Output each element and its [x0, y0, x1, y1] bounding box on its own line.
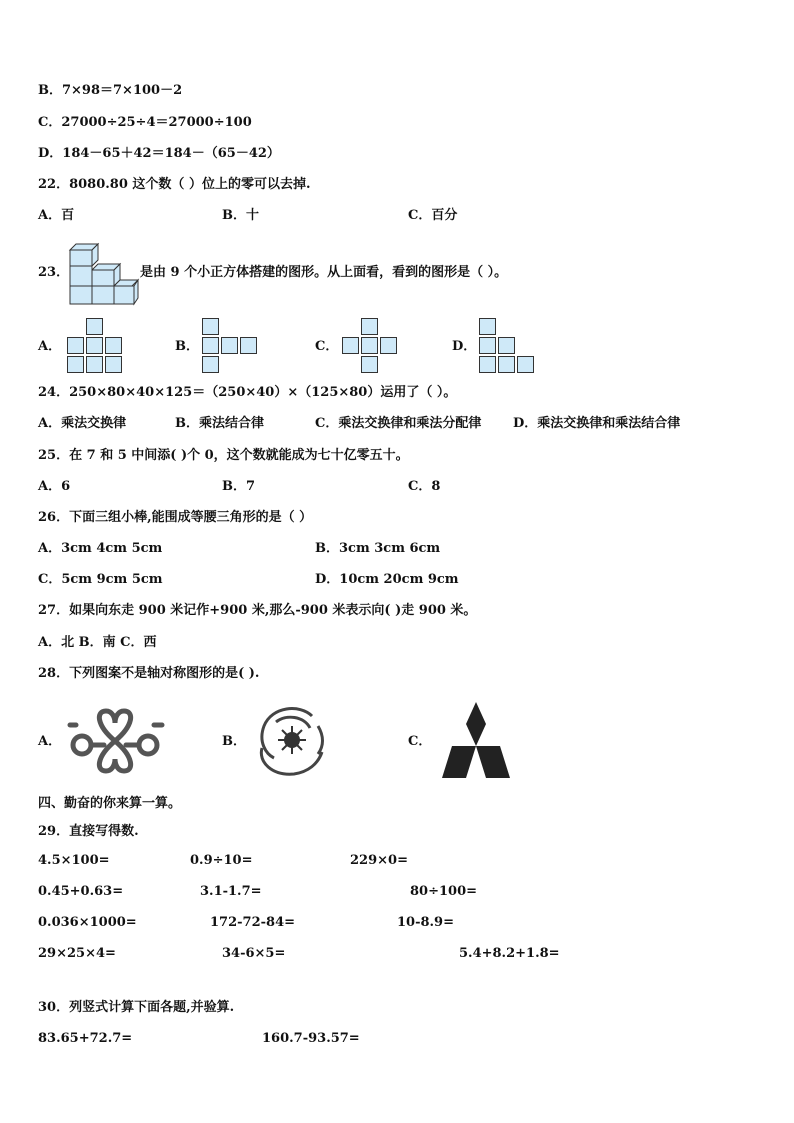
q22-option-c: C．百分: [408, 208, 458, 223]
q23-number: 23．: [38, 265, 70, 280]
q24-option-a: A．乘法交换律: [38, 416, 127, 431]
q30-stem: 30．列竖式计算下面各题,并验算.: [38, 1000, 235, 1015]
q21-option-c: C．27000÷25÷4＝27000÷100: [38, 115, 252, 130]
q23-option-c-label: C．: [315, 339, 339, 354]
q23-option-b-figure: [202, 318, 259, 375]
three-diamonds-logo-icon: [436, 700, 516, 780]
q24-option-d: D．乘法交换律和乘法结合律: [513, 416, 681, 431]
q26-option-d: D．10cm 20cm 9cm: [315, 572, 459, 587]
swirl-emblem-icon: [252, 702, 328, 778]
q24-option-b: B．乘法结合律: [175, 416, 264, 431]
q22-stem: 22．8080.80 这个数（ ）位上的零可以去掉.: [38, 177, 311, 192]
q26-option-c: C．5cm 9cm 5cm: [38, 572, 163, 587]
q29-item: 4.5×100=: [38, 853, 110, 868]
q24-stem: 24．250×80×40×125＝（250×40）×（125×80）运用了（ ）。: [38, 385, 457, 400]
q25-option-a: A．6: [38, 479, 71, 494]
q23-stem: 是由 9 个小正方体搭建的图形。从上面看，看到的图形是（ ）。: [140, 265, 508, 280]
q30-expression-2: 160.7-93.57=: [262, 1031, 360, 1046]
q28-option-a-label: A．: [38, 734, 62, 749]
q29-item: 229×0=: [350, 853, 408, 868]
q29-item: 29×25×4=: [38, 946, 116, 961]
q23-option-a-label: A．: [38, 339, 62, 354]
q29-item: 0.45+0.63=: [38, 884, 124, 899]
q28-stem: 28．下列图案不是轴对称图形的是( ).: [38, 666, 260, 681]
q21-option-b: B．7×98＝7×100－2: [38, 83, 183, 98]
q23-option-d-label: D．: [452, 339, 477, 354]
q23-option-c-figure: [342, 318, 399, 375]
q29-item: 5.4+8.2+1.8=: [459, 946, 560, 961]
q23-option-d-figure: [479, 318, 536, 375]
q29-item: 34-6×5=: [222, 946, 286, 961]
q29-item: 0.036×1000=: [38, 915, 137, 930]
q27-options: A．北 B．南 C．西: [38, 635, 157, 650]
section-4-title: 四、勤奋的你来算一算。: [38, 796, 182, 811]
q25-option-c: C．8: [408, 479, 441, 494]
q26-stem: 26．下面三组小棒,能围成等腰三角形的是（ ）: [38, 510, 313, 525]
q25-stem: 25．在 7 和 5 中间添( )个 0，这个数就能成为七十亿零五十。: [38, 448, 409, 463]
chinese-knot-icon: [66, 705, 164, 777]
q30-expression-1: 83.65+72.7=: [38, 1031, 133, 1046]
q22-option-b: B．十: [222, 208, 259, 223]
q29-item: 10-8.9=: [397, 915, 454, 930]
q26-option-b: B．3cm 3cm 6cm: [315, 541, 441, 556]
q29-item: 0.9÷10=: [190, 853, 253, 868]
q27-stem: 27．如果向东走 900 米记作+900 米,那么-900 米表示向( )走 900 米。: [38, 603, 477, 618]
q29-item: 3.1-1.7=: [200, 884, 262, 899]
q28-option-b-label: B．: [222, 734, 246, 749]
q29-item: 172-72-84=: [210, 915, 296, 930]
q23-option-b-label: B．: [175, 339, 199, 354]
q21-option-d: D．184－65＋42＝184－（65－42）: [38, 146, 280, 161]
q29-item: 80÷100=: [410, 884, 478, 899]
q22-option-a: A．百: [38, 208, 75, 223]
cube-stack-figure: [68, 240, 140, 306]
q28-option-c-label: C．: [408, 734, 432, 749]
q26-option-a: A．3cm 4cm 5cm: [38, 541, 163, 556]
q29-stem: 29．直接写得数.: [38, 824, 139, 839]
q24-option-c: C．乘法交换律和乘法分配律: [315, 416, 482, 431]
q25-option-b: B．7: [222, 479, 256, 494]
q23-option-a-figure: [67, 318, 124, 375]
